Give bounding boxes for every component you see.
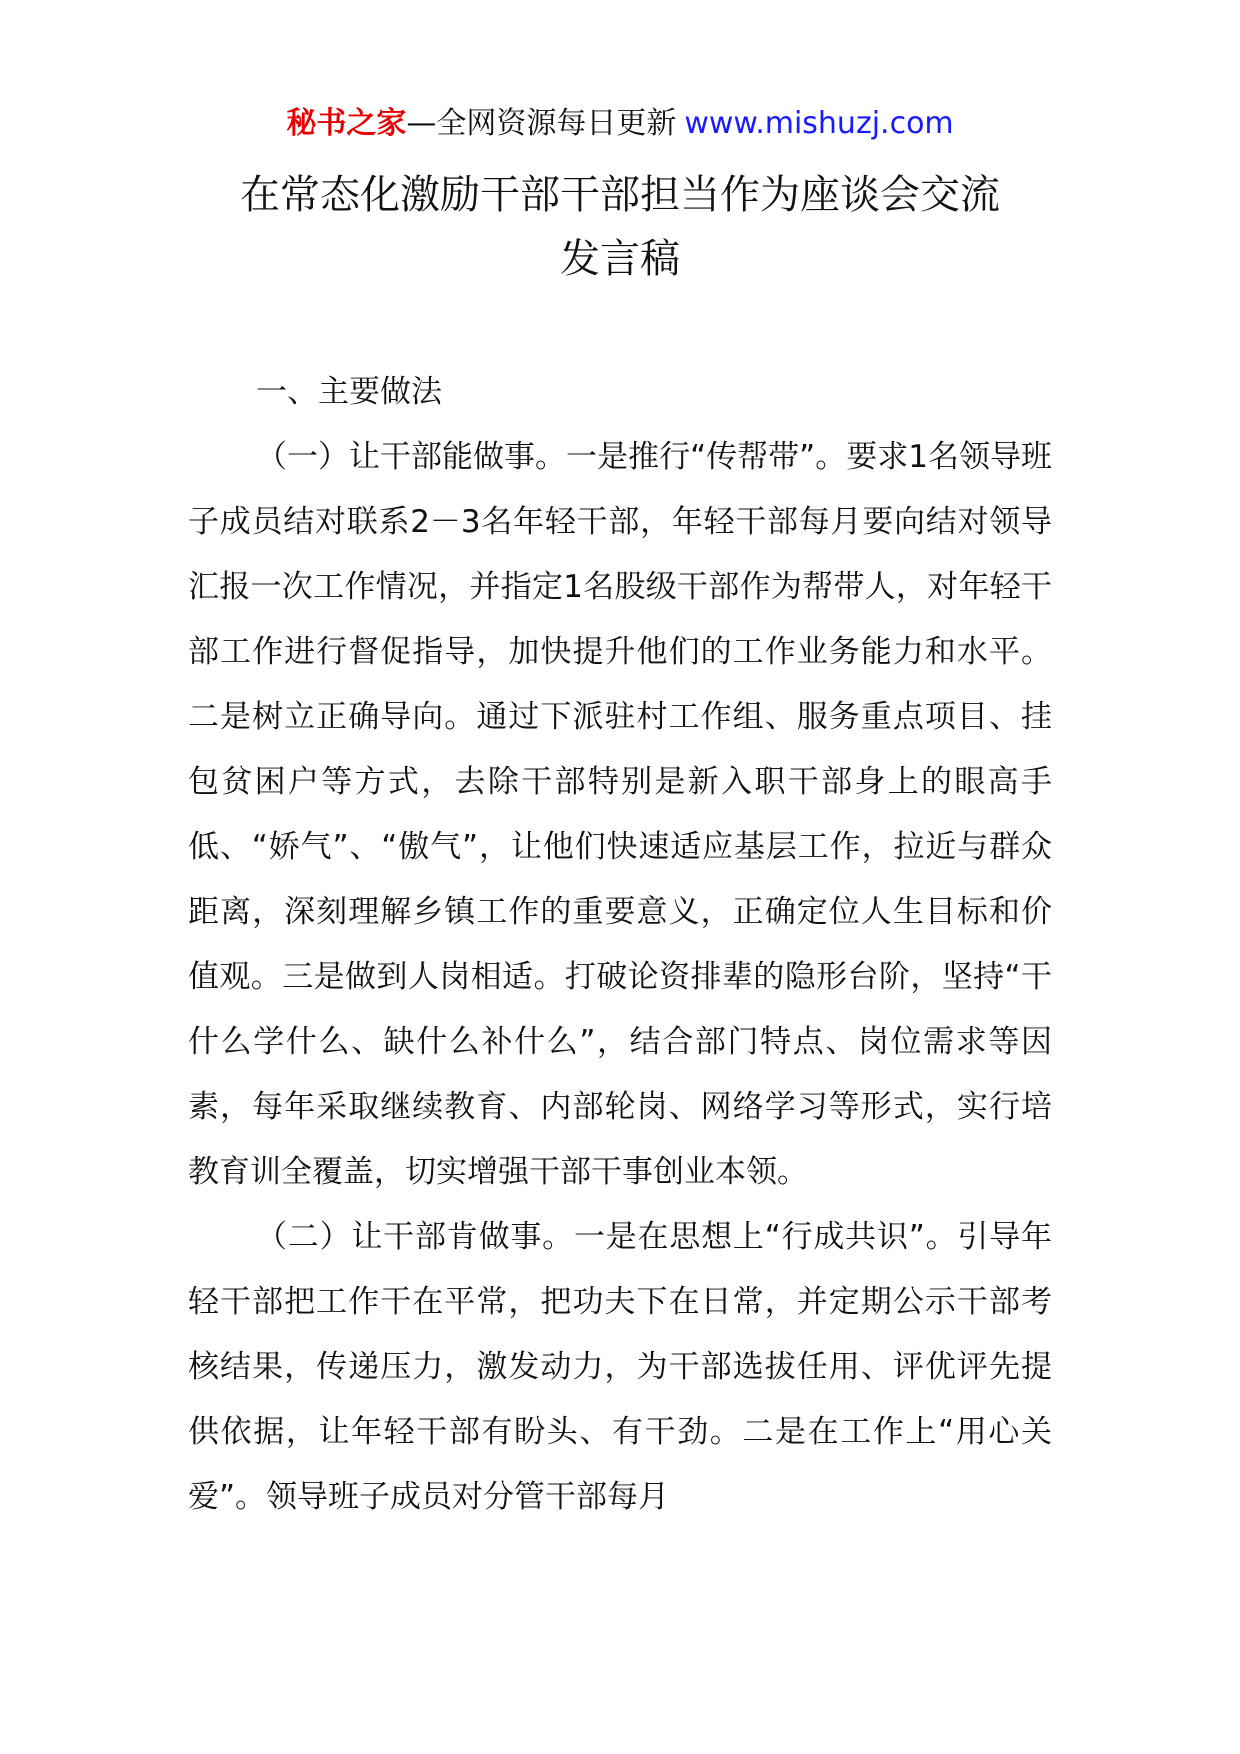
site-header [0,104,1240,144]
document-title-line-2: 发言稿 [560,236,680,282]
site-url-link[interactable]: www.mishuzj.com [684,106,954,141]
document-title [0,163,1240,291]
paragraph-2: （二）让干部肯做事。一是在思想上“行成共识”。引导年轻干部把工作干在平常，把功夫下在日常，并定期公示干部考核结果，传递压力，激发动力，为干部选拔任用、评优评先提供依据，让年轻干部有盼头、有干劲。二是在工作上“用心关爱”。领导班子成员对分管干部每月 [188,1219,1052,1515]
paragraph-1: （一）让干部能做事。一是推行“传帮带”。要求1名领导班子成员结对联系2－3名年轻干部，年轻干部每月要向结对领导汇报一次工作情况，并指定1名股级干部作为帮带人，对年轻干部工作进行督促指导，加快提升他们的工作业务能力和水平。二是树立正确导向。通过下派驻村工作组、服务重点项目、挂包贫困户等方式，去除干部特别是新入职干部身上的眼高手低、“娇气”、“傲气”，让他们快速适应基层工作，拉近与群众距离，深刻理解乡镇工作的重要意义，正确定位人生目标和价值观。三是做到人岗相适。打破论资排辈的隐形台阶，坚持“干什么学什么、缺什么补什么”，结合部门特点、岗位需求等因素，每年采取继续教育、内部轮岗、网络学习等形式，实行培教育训全覆盖，切实增强干部干事创业本领。 [188,439,1052,1190]
document-body [188,360,1052,1530]
site-tagline: —全网资源每日更新 [406,106,677,141]
document-title-line-1: 在常态化激励干部干部担当作为座谈会交流 [240,172,1000,218]
section-heading: 一、主要做法 [256,374,442,410]
site-brand: 秘书之家 [286,106,407,141]
